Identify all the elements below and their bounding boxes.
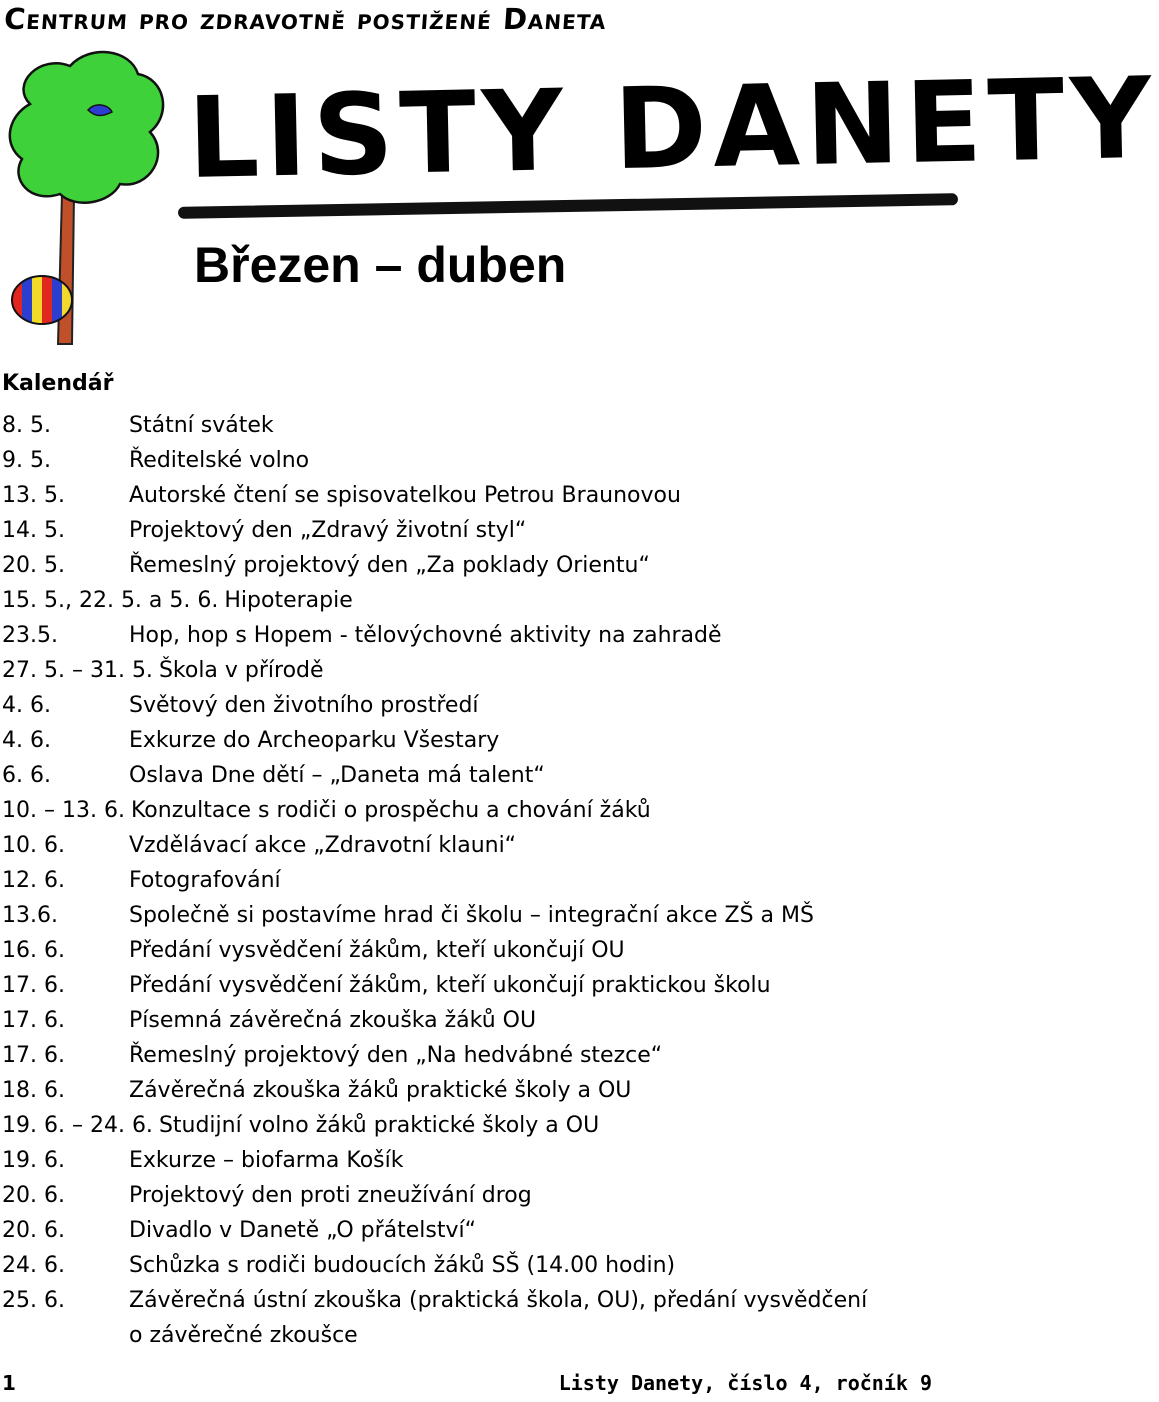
- entry-event: Předání vysvědčení žákům, kteří ukončují praktickou školu: [129, 973, 771, 998]
- entry-date: 20. 5.: [2, 553, 65, 578]
- calendar-entry: [2, 583, 942, 618]
- calendar-entry: [2, 1178, 942, 1213]
- entry-date: 12. 6.: [2, 868, 65, 893]
- entry-event: Škola v přírodě: [158, 658, 324, 683]
- entry-event: Řemeslný projektový den „Za poklady Orientu“: [129, 553, 650, 578]
- entry-date: 6. 6.: [2, 763, 51, 788]
- entry-event: Exkurze – biofarma Košík: [129, 1148, 404, 1173]
- entry-date: 17. 6.: [2, 1043, 65, 1068]
- calendar-entry: [2, 863, 942, 898]
- calendar-entry: [2, 688, 942, 723]
- entry-event: Závěrečná zkouška žáků praktické školy a OU: [129, 1078, 632, 1103]
- page-footer: [2, 1371, 932, 1401]
- entry-date: 19. 6. – 24. 6.: [2, 1113, 153, 1138]
- entry-date: 9. 5.: [2, 448, 51, 473]
- entry-date: 10. – 13. 6.: [2, 798, 125, 823]
- calendar-entry: [2, 443, 942, 478]
- calendar-heading: Kalendář: [2, 371, 114, 396]
- entry-event: Státní svátek: [129, 413, 274, 438]
- calendar-entry: [2, 478, 942, 513]
- entry-date: 4. 6.: [2, 728, 51, 753]
- entry-date: 27. 5. – 31. 5.: [2, 658, 153, 683]
- entry-date: 18. 6.: [2, 1078, 65, 1103]
- entry-event: Divadlo v Danetě „O přátelství“: [129, 1218, 477, 1243]
- entry-date: 25. 6.: [2, 1288, 65, 1313]
- page-number: 1: [2, 1371, 16, 1395]
- calendar-entry: [2, 1038, 942, 1073]
- calendar-entry: [2, 898, 942, 933]
- entry-date: 20. 6.: [2, 1183, 65, 1208]
- tree-logo-icon: [0, 44, 190, 344]
- entry-date: 15. 5., 22. 5. a 5. 6.: [2, 588, 219, 613]
- entry-event: Projektový den proti zneužívání drog: [129, 1183, 532, 1208]
- calendar-list: [2, 408, 942, 1353]
- entry-event: Světový den životního prostředí: [129, 693, 479, 718]
- calendar-entry: [2, 653, 942, 688]
- entry-event: Hop, hop s Hopem - tělovýchovné aktivity na zahradě: [129, 623, 722, 648]
- entry-event: Schůzka s rodiči budoucích žáků SŠ (14.00 hodin): [129, 1253, 676, 1278]
- entry-event: Konzultace s rodiči o prospěchu a chování žáků: [130, 798, 651, 823]
- entry-event: o závěrečné zkoušce: [129, 1323, 358, 1348]
- calendar-entry: [2, 1003, 942, 1038]
- entry-date: 13. 5.: [2, 483, 65, 508]
- entry-event: Řemeslný projektový den „Na hedvábné stezce“: [129, 1043, 663, 1068]
- entry-event: Ředitelské volno: [129, 448, 310, 473]
- calendar-entry: [2, 793, 942, 828]
- entry-event: Fotografování: [129, 868, 281, 893]
- entry-event: Oslava Dne dětí – „Daneta má talent“: [129, 763, 545, 788]
- calendar-entry: [2, 1143, 942, 1178]
- entry-event: Společně si postavíme hrad či školu – integrační akce ZŠ a MŠ: [129, 903, 814, 928]
- calendar-entry: [2, 968, 942, 1003]
- calendar-entry-continuation: [2, 1318, 942, 1353]
- calendar-entry: [2, 1283, 942, 1318]
- entry-date: 4. 6.: [2, 693, 51, 718]
- entry-event: Autorské čtení se spisovatelkou Petrou Braunovou: [129, 483, 681, 508]
- calendar-entry: [2, 513, 942, 548]
- entry-event: Hipoterapie: [224, 588, 353, 613]
- entry-event: Předání vysvědčení žákům, kteří ukončují OU: [129, 938, 625, 963]
- calendar-entry: [2, 933, 942, 968]
- calendar-entry: [2, 723, 942, 758]
- organization-banner: Centrum pro zdravotně postižené Daneta: [3, 2, 608, 36]
- calendar-entry: [2, 1073, 942, 1108]
- entry-date: 19. 6.: [2, 1148, 65, 1173]
- entry-date: 16. 6.: [2, 938, 65, 963]
- entry-date: 14. 5.: [2, 518, 65, 543]
- entry-date: 20. 6.: [2, 1218, 65, 1243]
- entry-event: Vzdělávací akce „Zdravotní klauni“: [129, 833, 517, 858]
- calendar-entry: [2, 1108, 942, 1143]
- entry-event: Závěrečná ústní zkouška (praktická škola, OU), předání vysvědčení: [129, 1288, 868, 1313]
- issue-title: Březen – duben: [194, 237, 567, 293]
- entry-date: 17. 6.: [2, 1008, 65, 1033]
- entry-date: 10. 6.: [2, 833, 65, 858]
- calendar-entry: [2, 758, 942, 793]
- calendar-entry: [2, 1248, 942, 1283]
- entry-event: Studijní volno žáků praktické školy a OU: [158, 1113, 600, 1138]
- masthead-title: LISTY DANETY: [186, 53, 1159, 204]
- calendar-entry: [2, 1213, 942, 1248]
- entry-event: Exkurze do Archeoparku Všestary: [129, 728, 500, 753]
- calendar-entry: [2, 408, 942, 443]
- entry-date: 23.5.: [2, 623, 58, 648]
- publication-info: Listy Danety, číslo 4, ročník 9: [558, 1371, 932, 1395]
- calendar-entry: [2, 828, 942, 863]
- entry-event: Písemná závěrečná zkouška žáků OU: [129, 1008, 537, 1033]
- entry-date: 17. 6.: [2, 973, 65, 998]
- entry-event: Projektový den „Zdravý životní styl“: [129, 518, 527, 543]
- calendar-entry: [2, 618, 942, 653]
- entry-date: 24. 6.: [2, 1253, 65, 1278]
- entry-date: 13.6.: [2, 903, 58, 928]
- calendar-entry: [2, 548, 942, 583]
- entry-date: 8. 5.: [2, 413, 51, 438]
